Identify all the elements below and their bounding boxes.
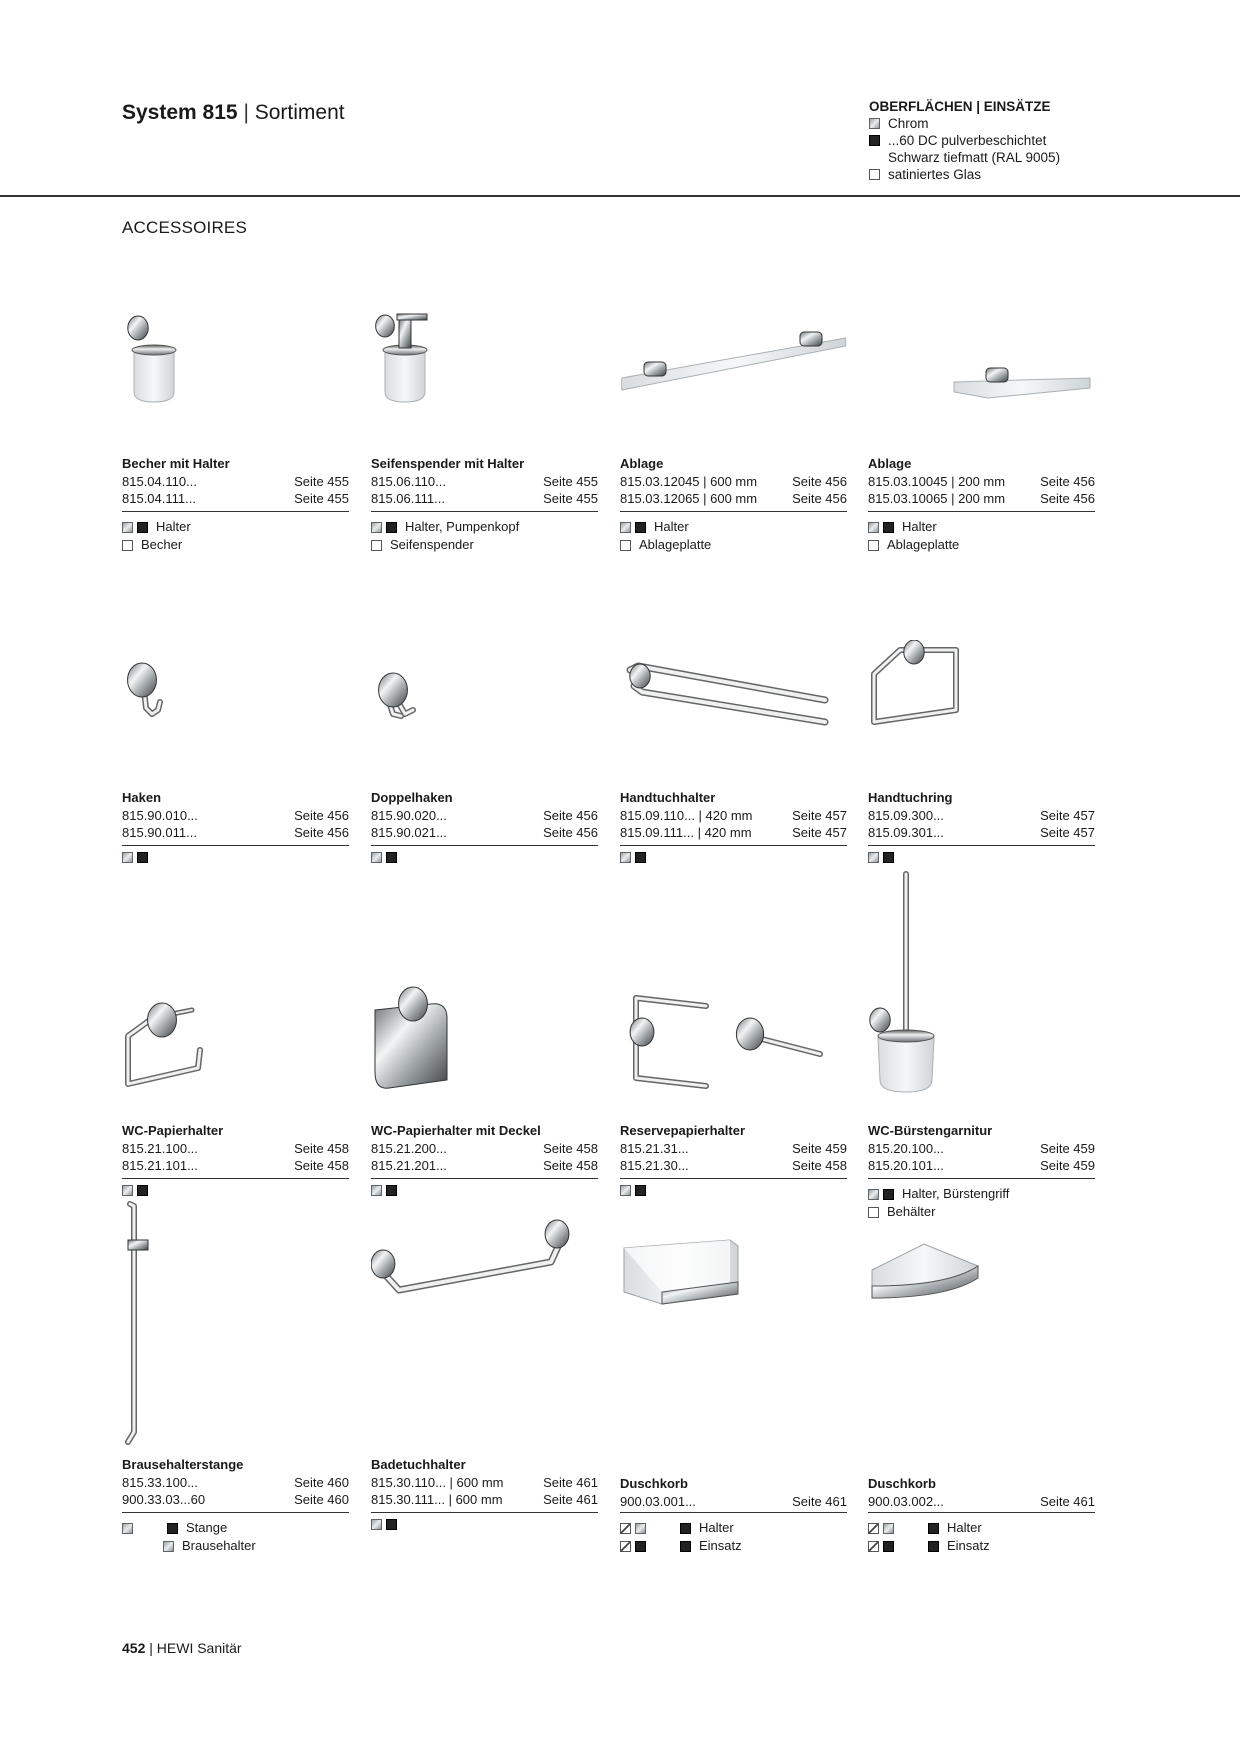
article-number: 815.09.301... xyxy=(868,825,944,840)
product-divider xyxy=(371,511,598,512)
page-reference: Seite 456 xyxy=(1040,474,1095,489)
article-list xyxy=(620,1140,847,1174)
surface-note xyxy=(371,852,598,863)
article-number: 815.06.110... xyxy=(371,474,446,489)
article-number: 815.03.12065 | 600 mm xyxy=(620,491,758,506)
article-line xyxy=(371,1491,598,1508)
surface-label: Stange xyxy=(186,1520,228,1535)
product-name: Haken xyxy=(122,790,162,805)
article-number: 900.33.03...60 xyxy=(122,1492,206,1507)
article-line xyxy=(620,1140,847,1157)
surface-note xyxy=(122,536,349,554)
surface-note xyxy=(868,1519,1095,1537)
surface-note xyxy=(868,852,1095,863)
article-line xyxy=(868,824,1095,841)
chrome-swatch-icon xyxy=(122,1523,133,1534)
legend-label: ...60 DC pulverbeschichtet Schwarz tiefmatt (RAL 9005) xyxy=(888,133,1061,165)
legend-label: Chrom xyxy=(888,116,929,131)
page-reference: Seite 458 xyxy=(792,1158,847,1173)
product-divider xyxy=(371,845,598,846)
product-name: WC-Papierhalter xyxy=(122,1123,224,1138)
article-number: 815.03.10045 | 200 mm xyxy=(868,474,1006,489)
article-number: 815.30.111... | 600 mm xyxy=(371,1492,503,1507)
product-name: Duschkorb xyxy=(620,1476,688,1491)
product-divider xyxy=(620,845,847,846)
article-line xyxy=(868,490,1095,507)
chrome-swatch-icon xyxy=(620,1185,631,1196)
product-name: Doppelhaken xyxy=(371,790,453,805)
chrome-swatch-icon xyxy=(122,852,133,863)
product-name: Brausehalterstange xyxy=(122,1457,244,1472)
article-list xyxy=(371,807,598,841)
surface-note xyxy=(620,518,847,536)
article-line xyxy=(620,473,847,490)
surface-note xyxy=(868,518,1095,536)
article-list xyxy=(620,1493,847,1510)
article-number: 815.03.12045 | 600 mm xyxy=(620,474,758,489)
surface-legend xyxy=(869,98,1060,183)
chrome-swatch-icon xyxy=(868,522,879,533)
article-number: 815.03.10065 | 200 mm xyxy=(868,491,1006,506)
article-number: 815.06.111... xyxy=(371,491,445,506)
article-line xyxy=(868,1493,1095,1510)
article-line xyxy=(122,1157,349,1174)
surface-notes xyxy=(122,852,349,863)
surface-note xyxy=(122,518,349,536)
surface-note xyxy=(868,1537,1095,1555)
legend-title: OBERFLÄCHEN | EINSÄTZE xyxy=(869,99,1051,114)
article-number: 815.09.300... xyxy=(868,808,944,823)
black-swatch-icon xyxy=(928,1541,939,1552)
surface-note xyxy=(620,536,847,554)
legend-label: satiniertes Glas xyxy=(888,167,982,182)
surface-note xyxy=(371,1185,598,1196)
product-divider xyxy=(122,1178,349,1179)
surface-notes xyxy=(620,518,847,554)
product-name: Handtuchring xyxy=(868,790,953,805)
black-swatch-icon xyxy=(680,1523,691,1534)
diag-swatch-icon xyxy=(620,1541,631,1552)
title-separator: | xyxy=(243,101,249,124)
legend-row-glass xyxy=(869,166,1060,183)
product-name: WC-Bürstengarnitur xyxy=(868,1123,993,1138)
page-reference: Seite 455 xyxy=(294,474,349,489)
product-name: Reservepapierhalter xyxy=(620,1123,746,1138)
article-list xyxy=(371,473,598,507)
chrome-swatch-icon xyxy=(371,1185,382,1196)
footer-brand: HEWI Sanitär xyxy=(156,1640,242,1656)
page-reference: Seite 458 xyxy=(294,1158,349,1173)
surface-note xyxy=(371,536,598,554)
product-divider xyxy=(868,845,1095,846)
article-number: 815.21.101... xyxy=(122,1158,198,1173)
page-reference: Seite 457 xyxy=(792,825,847,840)
legend-row-black xyxy=(869,132,1060,166)
product-divider xyxy=(371,1512,598,1513)
article-list xyxy=(371,1140,598,1174)
surface-label: Einsatz xyxy=(699,1538,742,1553)
article-list xyxy=(868,1493,1095,1510)
surface-notes xyxy=(371,1519,598,1530)
surface-notes xyxy=(371,852,598,863)
article-list xyxy=(868,473,1095,507)
article-line xyxy=(868,1157,1095,1174)
article-number: 815.21.30... xyxy=(620,1158,689,1173)
page-number: 452 xyxy=(122,1640,146,1656)
article-number: 815.21.100... xyxy=(122,1141,198,1156)
chrome-swatch-icon xyxy=(122,522,133,533)
page-reference: Seite 460 xyxy=(294,1492,349,1507)
surface-notes xyxy=(620,852,847,863)
article-line xyxy=(122,473,349,490)
surface-label: Becher xyxy=(141,537,183,552)
article-list xyxy=(122,807,349,841)
product-divider xyxy=(868,1178,1095,1179)
surface-label: Brausehalter xyxy=(182,1538,256,1553)
article-line xyxy=(868,473,1095,490)
page-reference: Seite 456 xyxy=(1040,491,1095,506)
diag-swatch-icon xyxy=(868,1523,879,1534)
product-divider xyxy=(868,511,1095,512)
page-reference: Seite 455 xyxy=(543,474,598,489)
page-reference: Seite 457 xyxy=(1040,808,1095,823)
chrome-swatch-icon xyxy=(883,1523,894,1534)
chrome-swatch-icon xyxy=(371,1519,382,1530)
surface-note xyxy=(122,1519,349,1537)
page-reference: Seite 456 xyxy=(294,825,349,840)
article-line xyxy=(371,1474,598,1491)
article-list xyxy=(868,1140,1095,1174)
footer-separator: | xyxy=(149,1640,153,1656)
article-list xyxy=(620,807,847,841)
black-swatch-icon xyxy=(883,1189,894,1200)
article-line xyxy=(122,1491,349,1508)
page-reference: Seite 455 xyxy=(543,491,598,506)
article-line xyxy=(371,490,598,507)
black-swatch-icon xyxy=(869,135,880,146)
black-swatch-icon xyxy=(635,522,646,533)
surface-notes xyxy=(122,518,349,554)
black-swatch-icon xyxy=(635,852,646,863)
page-reference: Seite 461 xyxy=(792,1494,847,1509)
surface-label: Halter xyxy=(156,519,191,534)
product-divider xyxy=(620,1512,847,1513)
article-line xyxy=(868,807,1095,824)
surface-notes xyxy=(868,518,1095,554)
page-reference: Seite 458 xyxy=(294,1141,349,1156)
black-swatch-icon xyxy=(137,522,148,533)
surface-notes xyxy=(371,1185,598,1196)
chrome-swatch-icon xyxy=(371,852,382,863)
surface-notes xyxy=(122,1519,349,1555)
chrome-swatch-icon xyxy=(163,1541,174,1552)
legend-row-chrome xyxy=(869,115,1060,132)
article-list xyxy=(122,473,349,507)
page-reference: Seite 458 xyxy=(543,1141,598,1156)
black-swatch-icon xyxy=(167,1523,178,1534)
chrome-swatch-icon xyxy=(122,1185,133,1196)
surface-label: Halter xyxy=(654,519,689,534)
page-reference: Seite 456 xyxy=(543,825,598,840)
surface-note xyxy=(868,536,1095,554)
section-title: ACCESSOIRES xyxy=(122,218,248,237)
article-number: 815.04.110... xyxy=(122,474,197,489)
glass-swatch-icon xyxy=(868,540,879,551)
article-list xyxy=(122,1474,349,1508)
surface-note xyxy=(620,1185,847,1196)
system-name: System 815 xyxy=(122,101,238,124)
article-line xyxy=(371,1157,598,1174)
surface-note xyxy=(122,852,349,863)
article-number: 815.90.021... xyxy=(371,825,447,840)
article-line xyxy=(371,824,598,841)
article-list xyxy=(620,473,847,507)
chrome-swatch-icon xyxy=(371,522,382,533)
page-reference: Seite 455 xyxy=(294,491,349,506)
page-reference: Seite 459 xyxy=(1040,1158,1095,1173)
article-number: 815.90.020... xyxy=(371,808,447,823)
article-number: 815.09.111... | 420 mm xyxy=(620,825,752,840)
surface-notes xyxy=(620,1519,847,1555)
page-reference: Seite 461 xyxy=(543,1492,598,1507)
black-swatch-icon xyxy=(386,522,397,533)
product-name: Duschkorb xyxy=(868,1476,936,1491)
product-name: Badetuchhalter xyxy=(371,1457,466,1472)
chrome-swatch-icon xyxy=(620,522,631,533)
black-swatch-icon xyxy=(883,852,894,863)
article-list xyxy=(122,1140,349,1174)
chrome-swatch-icon xyxy=(635,1523,646,1534)
surface-label: Halter xyxy=(699,1520,734,1535)
article-line xyxy=(620,490,847,507)
glass-swatch-icon xyxy=(122,540,133,551)
surface-label: Einsatz xyxy=(947,1538,990,1553)
surface-label: Halter xyxy=(947,1520,982,1535)
surface-label: Ablageplatte xyxy=(639,537,712,552)
page-reference: Seite 459 xyxy=(792,1141,847,1156)
product-divider xyxy=(122,1512,349,1513)
surface-notes xyxy=(868,1519,1095,1555)
article-number: 815.20.101... xyxy=(868,1158,944,1173)
surface-label: Ablageplatte xyxy=(887,537,960,552)
page-title xyxy=(122,101,345,125)
black-swatch-icon xyxy=(928,1523,939,1534)
article-line xyxy=(122,490,349,507)
page-reference: Seite 456 xyxy=(792,491,847,506)
article-number: 815.21.31... xyxy=(620,1141,689,1156)
surface-note xyxy=(122,1537,349,1555)
article-line xyxy=(122,807,349,824)
product-divider xyxy=(620,1178,847,1179)
article-list xyxy=(371,1474,598,1508)
glass-swatch-icon xyxy=(620,540,631,551)
surface-note xyxy=(620,1519,847,1537)
surface-label: Behälter xyxy=(887,1204,936,1219)
article-line xyxy=(122,1474,349,1491)
black-swatch-icon xyxy=(883,1541,894,1552)
article-line xyxy=(620,1157,847,1174)
page-reference: Seite 457 xyxy=(792,808,847,823)
surface-notes xyxy=(868,852,1095,863)
surface-notes xyxy=(122,1185,349,1196)
article-line xyxy=(868,1140,1095,1157)
page-reference: Seite 460 xyxy=(294,1475,349,1490)
page-reference: Seite 457 xyxy=(1040,825,1095,840)
black-swatch-icon xyxy=(386,1519,397,1530)
article-number: 815.30.110... | 600 mm xyxy=(371,1475,504,1490)
chrome-swatch-icon xyxy=(620,852,631,863)
page-footer xyxy=(122,1640,242,1656)
article-number: 815.90.011... xyxy=(122,825,197,840)
black-swatch-icon xyxy=(386,852,397,863)
article-number: 900.03.002... xyxy=(868,1494,944,1509)
header-divider xyxy=(0,195,1240,197)
product-divider xyxy=(122,845,349,846)
article-line xyxy=(620,1493,847,1510)
surface-notes xyxy=(620,1185,847,1196)
glass-swatch-icon xyxy=(869,169,880,180)
article-number: 815.21.200... xyxy=(371,1141,447,1156)
black-swatch-icon xyxy=(635,1541,646,1552)
surface-note xyxy=(371,1519,598,1530)
article-number: 815.04.111... xyxy=(122,491,196,506)
article-line xyxy=(122,1140,349,1157)
surface-label: Halter xyxy=(902,519,937,534)
article-list xyxy=(868,807,1095,841)
surface-label: Seifenspender xyxy=(390,537,474,552)
page-reference: Seite 456 xyxy=(294,808,349,823)
product-name: WC-Papierhalter mit Deckel xyxy=(371,1123,541,1138)
black-swatch-icon xyxy=(680,1541,691,1552)
product-name: Seifenspender mit Halter xyxy=(371,456,525,471)
diag-swatch-icon xyxy=(868,1541,879,1552)
product-name: Ablage xyxy=(868,456,912,471)
article-line xyxy=(371,1140,598,1157)
product-name: Becher mit Halter xyxy=(122,456,230,471)
black-swatch-icon xyxy=(883,522,894,533)
page-reference: Seite 461 xyxy=(1040,1494,1095,1509)
surface-label: Halter, Bürstengriff xyxy=(902,1186,1010,1201)
chrome-swatch-icon xyxy=(868,852,879,863)
product-name: Ablage xyxy=(620,456,664,471)
product-divider xyxy=(620,511,847,512)
surface-note xyxy=(371,518,598,536)
article-line xyxy=(371,807,598,824)
product-divider xyxy=(371,1178,598,1179)
black-swatch-icon xyxy=(386,1185,397,1196)
page-reference: Seite 458 xyxy=(543,1158,598,1173)
product-name: Handtuchhalter xyxy=(620,790,716,805)
product-divider xyxy=(122,511,349,512)
page-reference: Seite 461 xyxy=(543,1475,598,1490)
article-line xyxy=(122,824,349,841)
article-number: 815.09.110... | 420 mm xyxy=(620,808,753,823)
diag-swatch-icon xyxy=(620,1523,631,1534)
article-number: 815.90.010... xyxy=(122,808,198,823)
product-divider xyxy=(868,1512,1095,1513)
article-number: 900.03.001... xyxy=(620,1494,696,1509)
article-line xyxy=(620,807,847,824)
article-line xyxy=(371,473,598,490)
page-reference: Seite 456 xyxy=(792,474,847,489)
article-number: 815.20.100... xyxy=(868,1141,944,1156)
surface-label: Halter, Pumpenkopf xyxy=(405,519,520,534)
black-swatch-icon xyxy=(635,1185,646,1196)
glass-swatch-icon xyxy=(371,540,382,551)
page-reference: Seite 456 xyxy=(543,808,598,823)
article-line xyxy=(620,824,847,841)
page-subtitle: Sortiment xyxy=(254,101,345,124)
chrome-swatch-icon xyxy=(869,118,880,129)
chrome-swatch-icon xyxy=(868,1189,879,1200)
surface-note xyxy=(620,852,847,863)
article-number: 815.33.100... xyxy=(122,1475,198,1490)
black-swatch-icon xyxy=(137,1185,148,1196)
surface-note xyxy=(620,1537,847,1555)
page-reference: Seite 459 xyxy=(1040,1141,1095,1156)
surface-note xyxy=(122,1185,349,1196)
surface-notes xyxy=(371,518,598,554)
article-number: 815.21.201... xyxy=(371,1158,447,1173)
black-swatch-icon xyxy=(137,852,148,863)
